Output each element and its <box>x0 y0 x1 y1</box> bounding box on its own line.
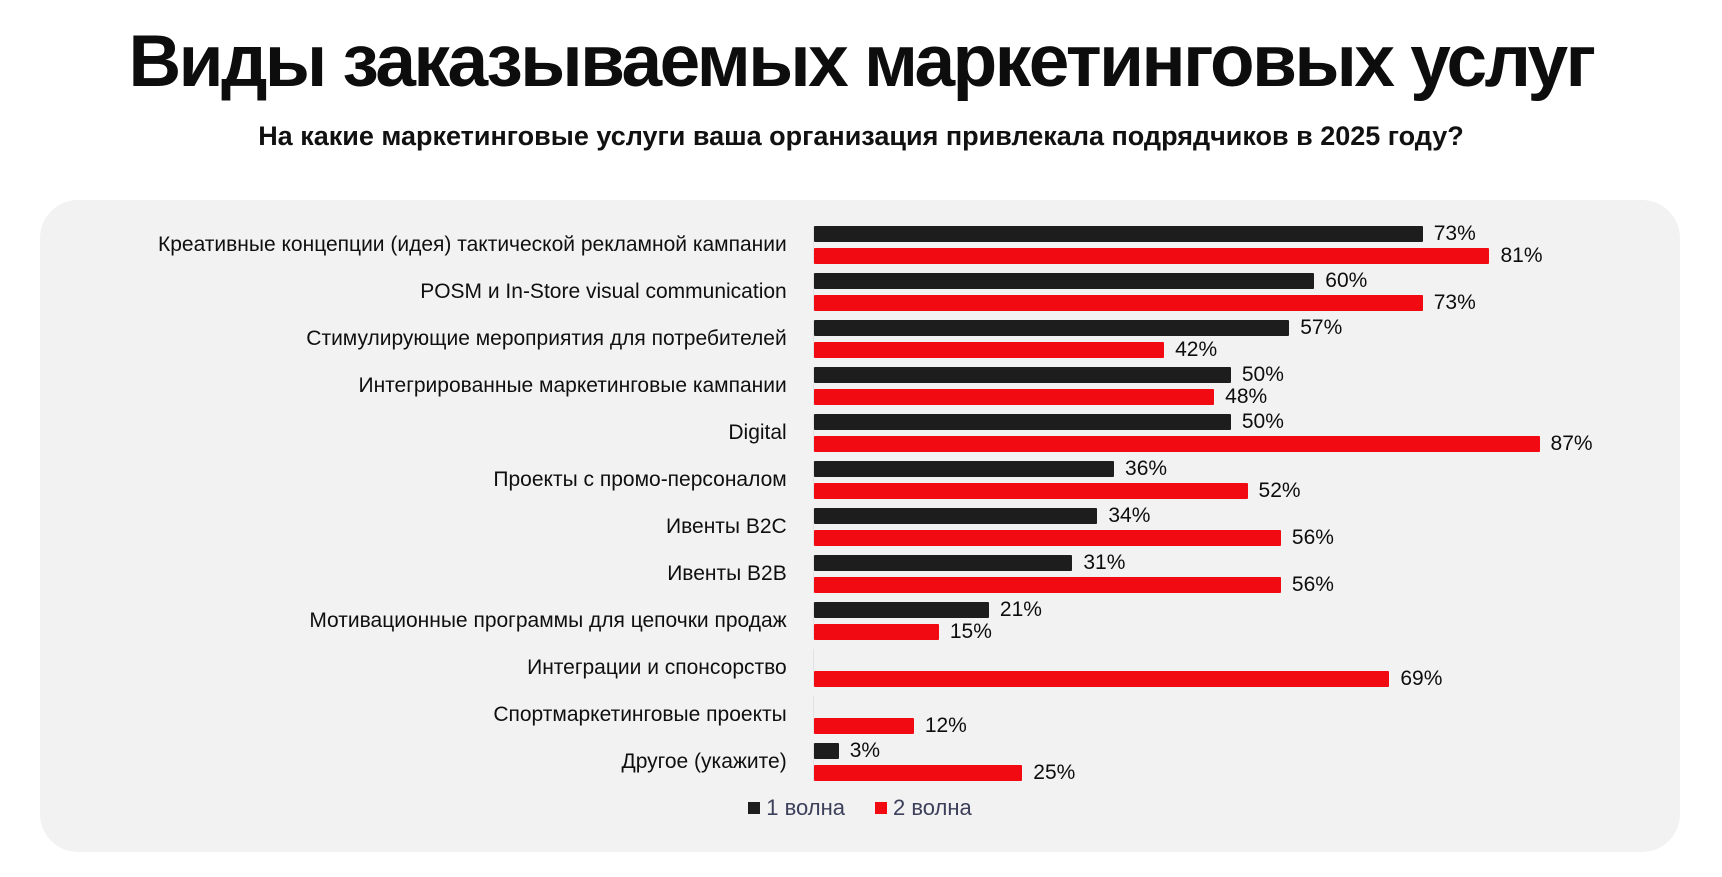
chart-row <box>72 696 1648 737</box>
bar-value-label: 21% <box>999 598 1042 621</box>
bar-wave2 <box>814 295 1423 311</box>
bar-group <box>813 598 1648 643</box>
bar-group <box>813 457 1648 502</box>
bar-group <box>813 316 1648 361</box>
category-label: Мотивационные программы для цепочки продаж <box>309 608 787 632</box>
category-label: Ивенты B2B <box>667 561 787 585</box>
bar-wave1 <box>814 555 1073 571</box>
bar-value-label: 42% <box>1175 338 1218 361</box>
bar-line-wave1 <box>814 504 1648 527</box>
bar-wave1 <box>814 273 1315 289</box>
bar-group <box>813 222 1648 267</box>
category-label: Проекты с промо-персоналом <box>493 467 787 491</box>
bar-wave1 <box>814 508 1098 524</box>
category-label: Стимулирующие мероприятия для потребителей <box>306 326 787 350</box>
bar-line-wave2 <box>814 526 1648 549</box>
bar-line-wave1 <box>814 649 1648 665</box>
bar-group <box>813 410 1648 455</box>
bar-value-label: 48% <box>1225 385 1268 408</box>
bar-wave2 <box>814 248 1490 264</box>
bar-wave2 <box>814 624 939 640</box>
bar-wave2 <box>814 436 1540 452</box>
bar-value-label: 56% <box>1291 573 1334 596</box>
bar-line-wave1 <box>814 410 1648 433</box>
bar-line-wave2 <box>814 479 1648 502</box>
bar-value-label: 57% <box>1300 316 1343 339</box>
bar-group <box>813 739 1648 784</box>
bar-value-label: 15% <box>949 620 992 643</box>
bar-line-wave2 <box>814 385 1648 408</box>
bar-line-wave2 <box>814 714 1648 737</box>
bar-value-label: 25% <box>1033 761 1076 784</box>
bar-line-wave1 <box>814 598 1648 621</box>
bar-line-wave1 <box>814 739 1648 762</box>
category-label: Ивенты B2C <box>666 514 787 538</box>
bar-wave1 <box>814 367 1231 383</box>
category-label: Digital <box>728 420 787 444</box>
bar-value-label: 60% <box>1325 269 1368 292</box>
bar-value-label: 73% <box>1433 222 1476 245</box>
legend-item-wave2 <box>875 795 972 821</box>
bar-wave2 <box>814 577 1281 593</box>
bar-group <box>813 269 1648 314</box>
bar-wave2 <box>814 483 1248 499</box>
bar-wave1 <box>814 461 1114 477</box>
bar-wave2 <box>814 671 1390 687</box>
chart-row <box>72 649 1648 690</box>
bar-wave2 <box>814 389 1214 405</box>
bar-line-wave1 <box>814 457 1648 480</box>
bar-value-label: 52% <box>1258 479 1301 502</box>
bar-value-label: 69% <box>1400 667 1443 690</box>
category-label: POSM и In-Store visual communication <box>420 279 787 303</box>
chart-row <box>72 457 1648 502</box>
bar-line-wave2 <box>814 761 1648 784</box>
bar-line-wave2 <box>814 338 1648 361</box>
bar-wave1 <box>814 320 1290 336</box>
bar-line-wave2 <box>814 244 1648 267</box>
chart-panel <box>40 200 1680 852</box>
bar-line-wave1 <box>814 363 1648 386</box>
bar-line-wave2 <box>814 620 1648 643</box>
bar-line-wave1 <box>814 551 1648 574</box>
legend-label: 1 волна <box>766 795 845 820</box>
chart-row <box>72 739 1648 784</box>
bar-group <box>813 551 1648 596</box>
chart-row <box>72 222 1648 267</box>
bar-line-wave2 <box>814 291 1648 314</box>
page-subtitle: На какие маркетинговые услуги ваша организация привлекала подрядчиков в 2025 году? <box>258 121 1464 151</box>
chart-legend <box>72 795 1648 821</box>
category-label: Интегрированные маркетинговые кампании <box>358 373 787 397</box>
bar-line-wave2 <box>814 667 1648 690</box>
bar-wave1 <box>814 414 1231 430</box>
legend-item-wave1 <box>748 795 845 821</box>
bar-wave2 <box>814 530 1281 546</box>
bar-value-label: 56% <box>1291 526 1334 549</box>
bar-line-wave2 <box>814 573 1648 596</box>
chart-row <box>72 269 1648 314</box>
bar-value-label: 73% <box>1433 291 1476 314</box>
category-label: Спортмаркетинговые проекты <box>493 702 787 726</box>
legend-label: 2 волна <box>893 795 972 820</box>
bar-wave2 <box>814 765 1023 781</box>
bar-wave1 <box>814 226 1423 242</box>
bar-group <box>813 363 1648 408</box>
bar-wave1 <box>814 743 839 759</box>
bar-value-label: 50% <box>1241 363 1284 386</box>
bar-value-label: 81% <box>1500 244 1543 267</box>
bar-wave2 <box>814 342 1164 358</box>
bar-line-wave1 <box>814 222 1648 245</box>
category-label: Креативные концепции (идея) тактической рекламной кампании <box>157 232 787 256</box>
bar-value-label: 31% <box>1083 551 1126 574</box>
chart-row <box>72 598 1648 643</box>
category-label: Другое (укажите) <box>621 749 787 773</box>
chart-row <box>72 504 1648 549</box>
page-title: Виды заказываемых маркетинговых услуг <box>128 21 1594 102</box>
chart-row <box>72 410 1648 455</box>
category-label: Интеграции и спонсорство <box>527 655 787 679</box>
bar-group <box>813 504 1648 549</box>
legend-swatch-wave2 <box>875 802 887 814</box>
bar-line-wave2 <box>814 432 1648 455</box>
bar-value-label: 3% <box>849 739 881 762</box>
chart-row <box>72 363 1648 408</box>
legend-swatch-wave1 <box>748 802 760 814</box>
bar-group <box>813 649 1648 690</box>
chart-row <box>72 316 1648 361</box>
bar-value-label: 12% <box>924 714 967 737</box>
bar-wave2 <box>814 718 914 734</box>
bar-wave1 <box>814 602 989 618</box>
bar-value-label: 36% <box>1125 457 1168 480</box>
bar-group <box>813 696 1648 737</box>
bar-line-wave1 <box>814 269 1648 292</box>
bar-value-label: 87% <box>1550 432 1593 455</box>
page-header <box>0 20 1722 152</box>
bar-value-label: 50% <box>1241 410 1284 433</box>
chart-row <box>72 551 1648 596</box>
bar-chart <box>72 222 1648 784</box>
bar-line-wave1 <box>814 696 1648 712</box>
bar-value-label: 34% <box>1108 504 1151 527</box>
bar-line-wave1 <box>814 316 1648 339</box>
